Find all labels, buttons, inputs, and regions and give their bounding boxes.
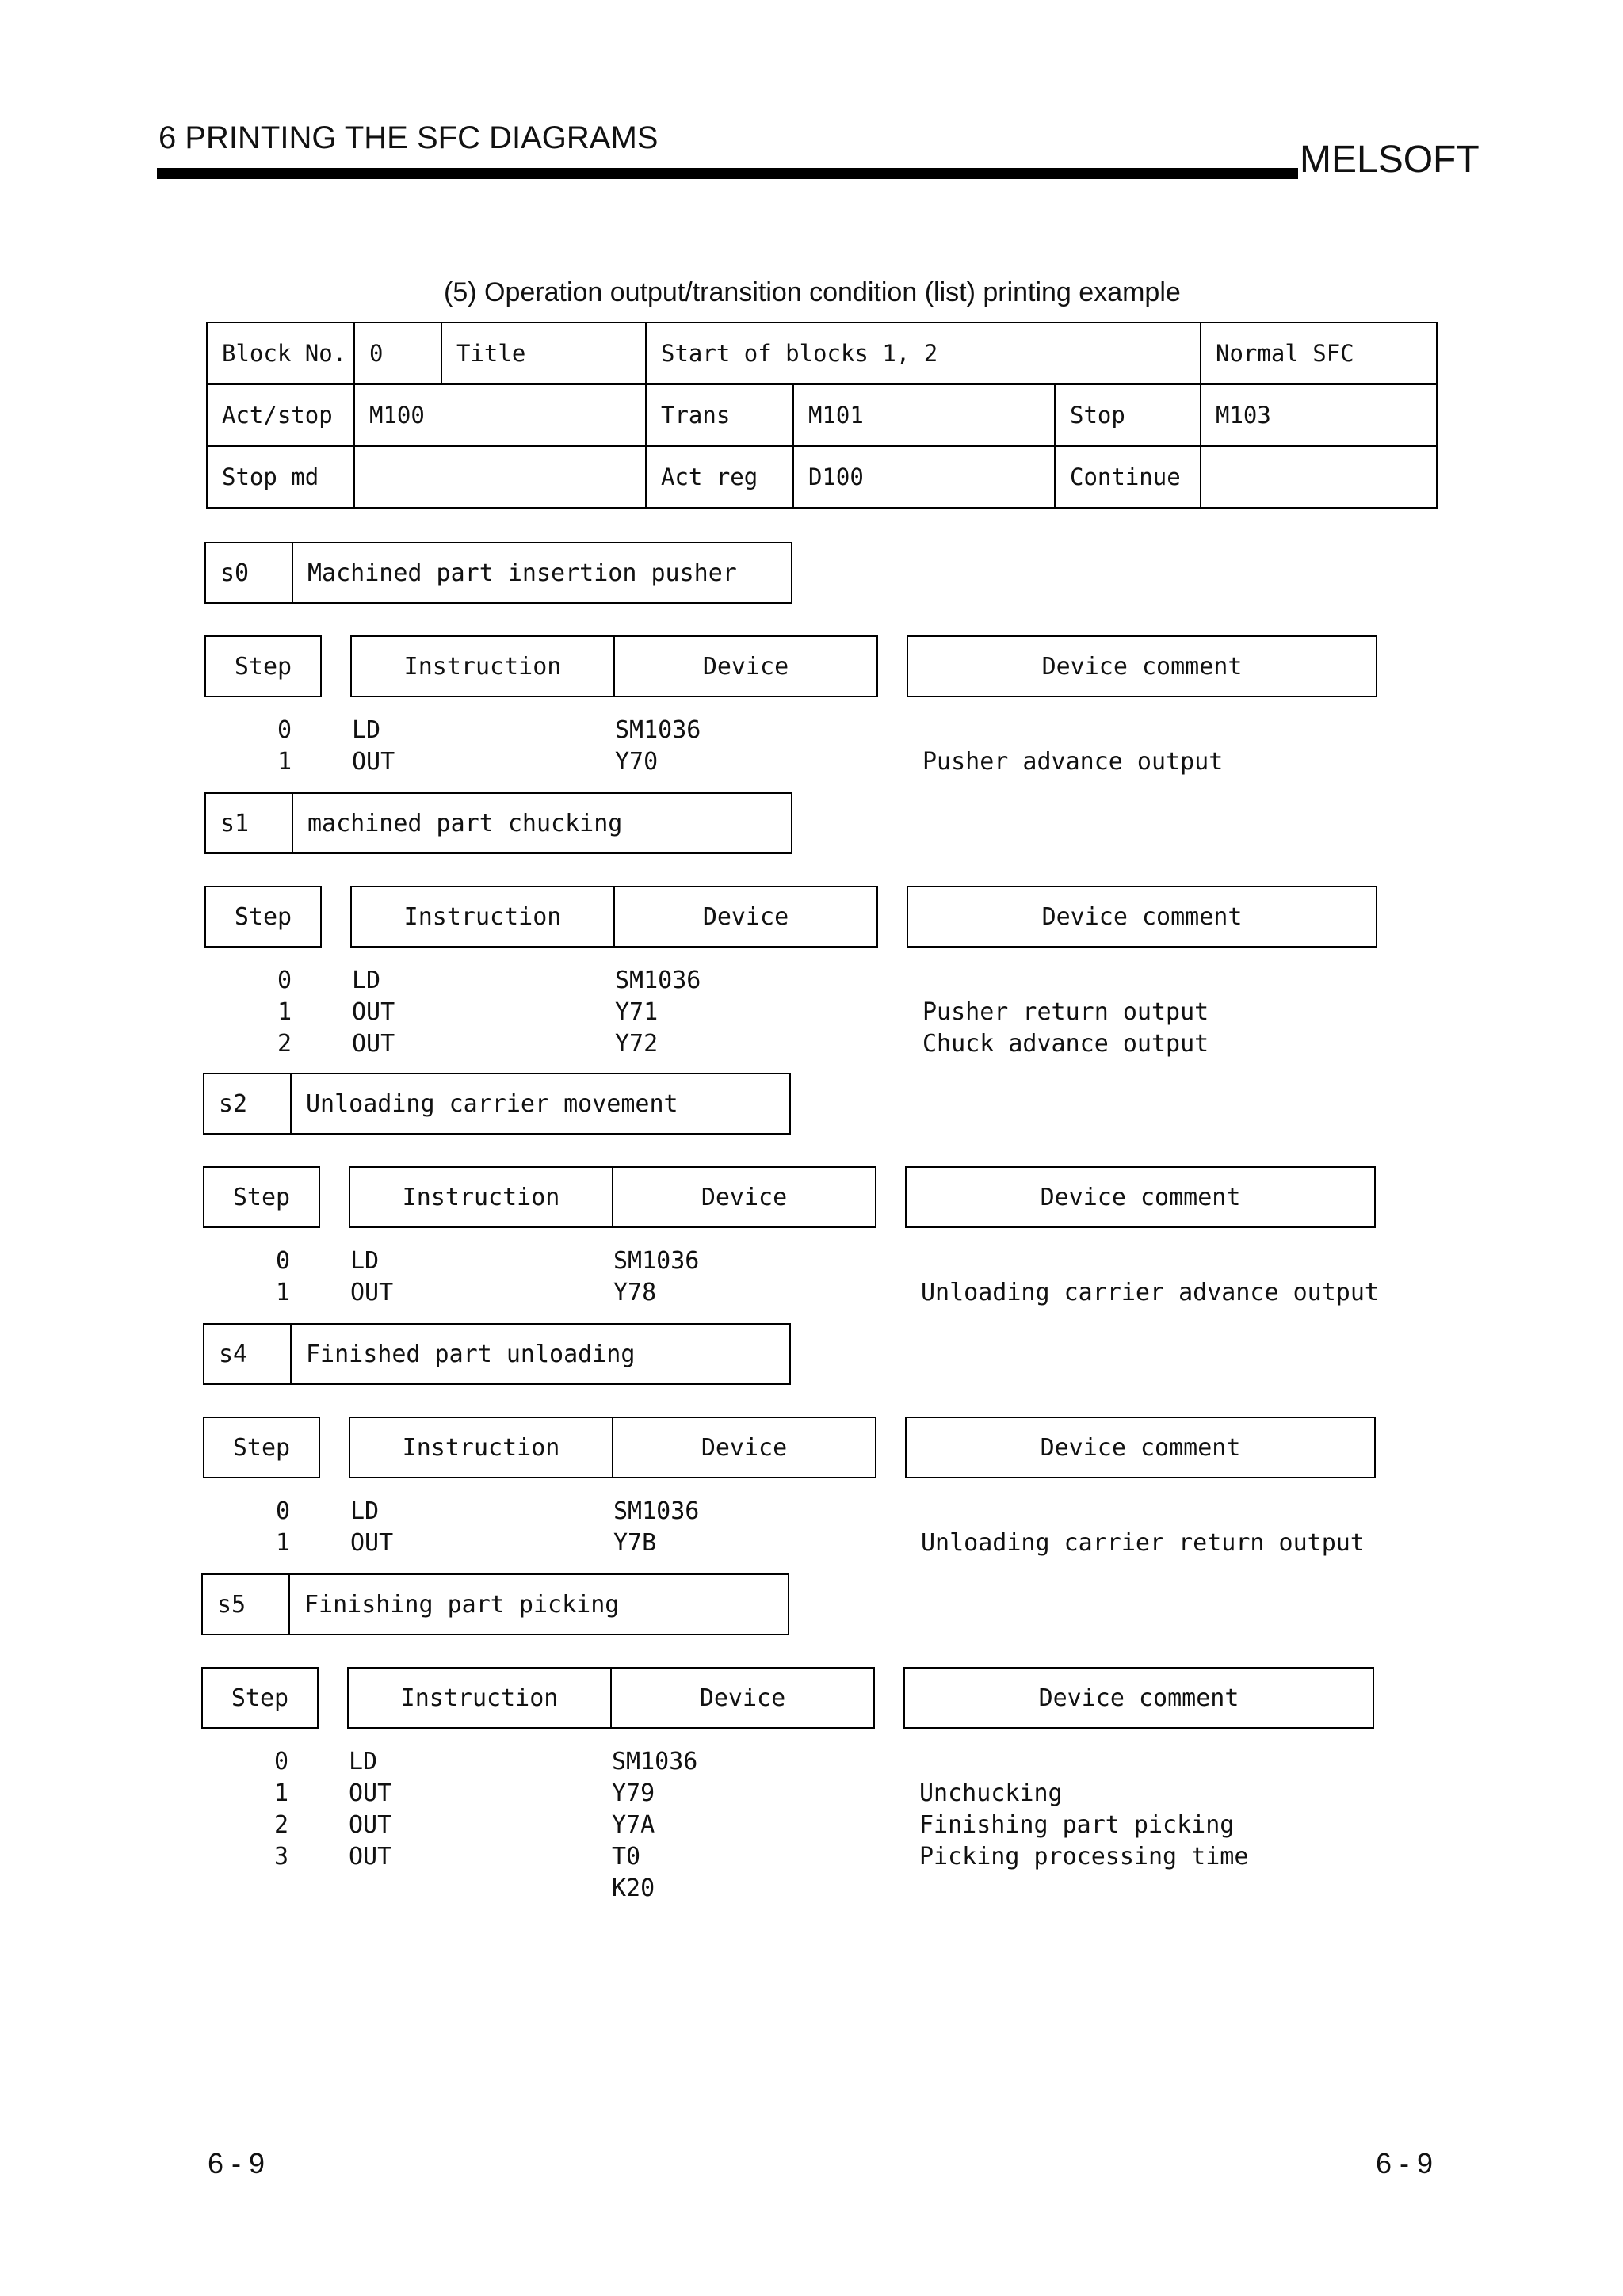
page-number-right: 6 - 9: [1376, 2147, 1434, 2180]
step-header: [204, 542, 792, 604]
step-id: s5: [203, 1575, 290, 1634]
actreg-label: Act reg: [646, 446, 793, 508]
example-caption: (5) Operation output/transition condition (list) printing example: [444, 277, 1181, 307]
column-header-step: Step: [201, 1667, 319, 1729]
brand-logo: MELSOFT: [1300, 139, 1480, 181]
step-id: s1: [206, 794, 293, 852]
column-header-device-comment: Device comment: [907, 635, 1377, 697]
stopmd-label: Stop md: [207, 446, 354, 508]
column-header-device: Device: [612, 1166, 876, 1228]
column-header-instruction: Instruction: [349, 1417, 613, 1478]
step-section: s0 Machined part insertion pusher Step Instruction Device Device comment 0 LD SM1036 1 OUT Y70 Pusher advance output: [204, 542, 1441, 780]
block-info-table: [206, 322, 1438, 509]
column-header-device-comment: Device comment: [905, 1166, 1376, 1228]
column-header-device-comment: Device comment: [903, 1667, 1374, 1729]
title-value: Start of blocks 1, 2: [646, 322, 1201, 384]
column-header-instruction: Instruction: [347, 1667, 612, 1729]
stop-label: Stop: [1055, 384, 1201, 446]
actstop-value: M100: [354, 384, 646, 446]
step-name: Unloading carrier movement: [306, 1089, 678, 1118]
block-no-label: Block No.: [207, 322, 354, 384]
step-section: s2 Unloading carrier movement Step Instruction Device Device comment 0 LD SM1036 1 OUT Y78 Unloading carrier advance output: [203, 1073, 1439, 1310]
column-header-step: Step: [204, 886, 322, 948]
column-header-device-comment: Device comment: [905, 1417, 1376, 1478]
header-rule: [157, 168, 1298, 179]
trans-value: M101: [793, 384, 1055, 446]
column-header-device-comment: Device comment: [907, 886, 1377, 948]
stopmd-value: [354, 446, 646, 508]
column-header-device: Device: [613, 635, 878, 697]
step-id: s4: [204, 1325, 292, 1383]
column-header-device: Device: [610, 1667, 875, 1729]
column-header-step: Step: [203, 1417, 320, 1478]
actreg-value: D100: [793, 446, 1055, 508]
section-title: 6 PRINTING THE SFC DIAGRAMS: [158, 120, 659, 155]
continue-value: [1201, 446, 1437, 508]
column-header-step: Step: [204, 635, 322, 697]
step-name: Machined part insertion pusher: [307, 559, 737, 587]
column-header-device: Device: [613, 886, 878, 948]
step-header: [201, 1573, 789, 1635]
step-id: s2: [204, 1074, 292, 1133]
page-number-left: 6 - 9: [208, 2147, 265, 2180]
step-section: s1 machined part chucking Step Instruction Device Device comment 0 LD SM1036 1 OUT Y71 Pusher return output 2 OUT Y72 Chuck advance output: [204, 792, 1441, 1062]
step-header: [203, 1073, 791, 1135]
column-header-instruction: Instruction: [350, 886, 615, 948]
continue-label: Continue: [1055, 446, 1201, 508]
step-header: [203, 1323, 791, 1385]
step-section: s5 Finishing part picking Step Instruction Device Device comment 0 LD SM1036 1 OUT Y79 Unchucking 2 OUT Y7A Finishing part picking 3 OUT T0 Picking processing time K20: [201, 1573, 1438, 1922]
trans-label: Trans: [646, 384, 793, 446]
sfc-type: Normal SFC: [1201, 322, 1437, 384]
block-no-value: 0: [354, 322, 441, 384]
step-name: Finishing part picking: [304, 1590, 620, 1619]
step-section: s4 Finished part unloading Step Instruction Device Device comment 0 LD SM1036 1 OUT Y7B Unloading carrier return output: [203, 1323, 1439, 1561]
step-id: s0: [206, 543, 293, 602]
column-header-device: Device: [612, 1417, 876, 1478]
column-header-instruction: Instruction: [349, 1166, 613, 1228]
actstop-label: Act/stop: [207, 384, 354, 446]
stop-value: M103: [1201, 384, 1437, 446]
step-header: [204, 792, 792, 854]
step-name: Finished part unloading: [306, 1340, 636, 1368]
column-header-instruction: Instruction: [350, 635, 615, 697]
column-header-step: Step: [203, 1166, 320, 1228]
step-name: machined part chucking: [307, 809, 623, 837]
title-label: Title: [441, 322, 646, 384]
